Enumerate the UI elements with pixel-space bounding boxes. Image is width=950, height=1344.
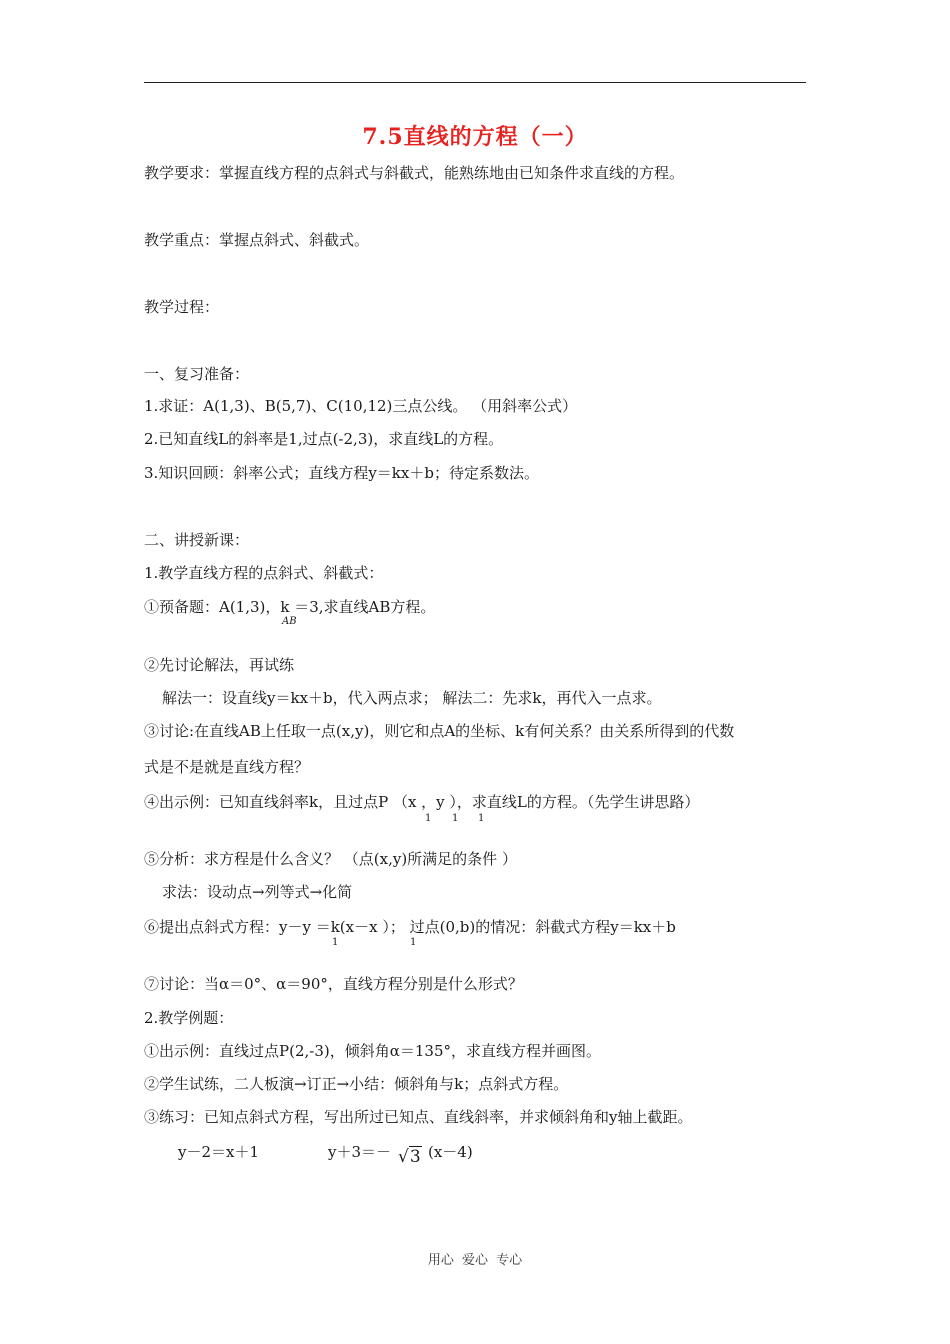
sqrt-radicand: 3 [409,1147,421,1167]
equation-2-left: y＋3＝－ [328,1143,392,1161]
angle-discussion: ⑦讨论：当α＝0°、α＝90°，直线方程分别是什么形式？ [144,975,523,993]
teaching-key-points: 教学重点：掌握点斜式、斜截式。 [144,231,370,249]
page-footer: 用心 爱心 专心 [427,1253,523,1268]
page-title: 7.5直线的方程（一） [362,124,588,150]
example-2: ②学生试练，二人板演→订正→小结：倾斜角与k；点斜式方程。 [144,1075,569,1093]
section-review-heading: 一、复习准备： [144,365,250,383]
preparatory-problem: ①预备题：A(1,3)，k ＝3,求直线AB方程。 [144,598,436,616]
teaching-requirements: 教学要求：掌握直线方程的点斜式与斜截式，能熟练地由已知条件求直线的方程。 [144,164,685,182]
review-item-2: 2.已知直线L的斜率是1,过点(-2,3)，求直线L的方程。 [144,430,504,448]
equation-1: y－2＝x＋1 [178,1143,260,1161]
discussion-line-1: ③讨论:在直线AB上任取一点(x,y)，则它和点A的坐标、k有何关系？由关系所得到的代数 [144,722,735,740]
subscript-p1: 1 [425,813,432,824]
equation-2-right: (x－4) [428,1143,473,1161]
subscript-y1-formula: 1 [332,937,339,948]
discussion-line-2: 式是不是就是直线方程？ [144,758,310,776]
review-item-1: 1.求证：A(1,3)、B(5,7)、C(10,12)三点公线。 （用斜率公式） [144,397,578,415]
subscript-x1-formula: 1 [410,937,417,948]
lesson-item-2: 2.教学例题： [144,1009,234,1027]
subscript-x1: 1 [452,813,459,824]
subscript-y1: 1 [478,813,485,824]
teaching-process-label: 教学过程： [144,298,220,316]
exercise-3: ③练习：已知点斜式方程，写出所过已知点、直线斜率，并求倾斜角和y轴上截距。 [144,1108,693,1126]
header-rule [144,82,806,83]
method-steps: 求法：设动点→列等式→化简 [162,883,353,901]
analysis-line: ⑤分析：求方程是什么含义？ （点(x,y)所满足的条件 ） [144,850,517,868]
sqrt-icon: √ [398,1147,409,1167]
section-new-lesson-heading: 二、讲授新课： [144,531,250,549]
review-item-3: 3.知识回顾：斜率公式；直线方程y＝kx＋b；待定系数法。 [144,464,539,482]
point-slope-formula: ⑥提出点斜式方程：y－y ＝k(x－x ）； 过点(0,b)的情况：斜截式方程y＝kx＋b [144,918,676,936]
discussion-method: ②先讨论解法，再试练 [144,656,295,674]
example-point-slope: ④出示例：已知直线斜率k，且过点P （x ，y ），求直线L的方程。（先学生讲思路） [144,793,700,811]
solution-methods: 解法一：设直线y＝kx＋b，代入两点求； 解法二：先求k，再代入一点求。 [162,689,662,707]
lesson-item-1: 1.教学直线方程的点斜式、斜截式： [144,564,384,582]
example-1: ①出示例：直线过点P(2,-3)，倾斜角α＝135°，求直线方程并画图。 [144,1042,601,1060]
subscript-ab: AB [282,616,297,627]
sqrt-term [398,1146,422,1167]
